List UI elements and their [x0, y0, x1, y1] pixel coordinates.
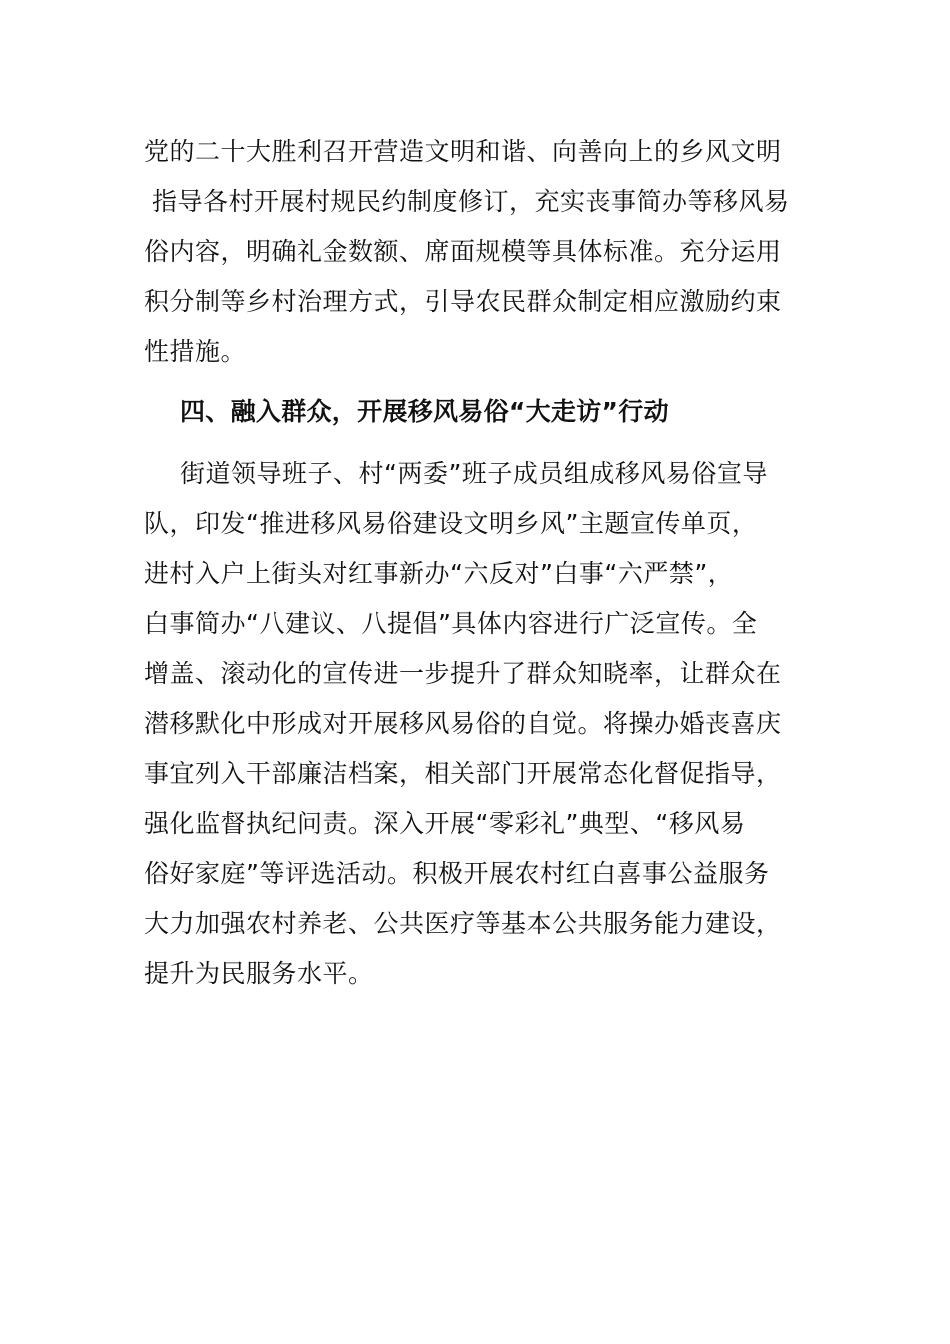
paragraph-2-line-7: 事宜列入干部廉洁档案，相关部门开展常态化督促指导，: [144, 759, 782, 788]
paragraph-2-line-11: 提升为民服务水平。: [144, 959, 374, 988]
paragraph-2-line-6: 潜移默化中形成对开展移风易俗的自觉。将操办婚丧喜庆: [144, 709, 782, 738]
paragraph-2-line-10: 大力加强农村养老、公共医疗等基本公共服务能力建设，: [144, 909, 782, 938]
paragraph-1-line-1: 党的二十大胜利召开营造文明和谐、向善向上的乡风文明: [144, 137, 782, 166]
section-heading-4: 四、融入群众，开展移风易俗“大走访”行动: [180, 397, 669, 426]
paragraph-2-line-2: 队，印发“推进移风易俗建设文明乡风”主题宣传单页，: [144, 509, 758, 538]
paragraph-2-line-8: 强化监督执纪问责。深入开展“零彩礼”典型、“移风易: [144, 809, 746, 838]
paragraph-1-line-4: 积分制等乡村治理方式，引导农民群众制定相应激励约束: [144, 287, 782, 316]
paragraph-2-line-3: 进村入户上街头对红事新办“六反对”白事“六严禁”，: [144, 559, 734, 588]
paragraph-1-line-5: 性措施。: [144, 337, 247, 366]
paragraph-2-line-1: 街道领导班子、村“两委”班子成员组成移风易俗宣导: [180, 459, 768, 488]
paragraph-2-line-9: 俗好家庭”等评选活动。积极开展农村红白喜事公益服务: [144, 859, 770, 888]
paragraph-2-line-4: 白事简办“八建议、八提倡”具体内容进行广泛宣传。全: [144, 609, 758, 638]
paragraph-1-line-2: 指导各村开展村规民约制度修订，充实丧事简办等移风易: [152, 187, 790, 216]
paragraph-2-line-5: 增盖、滚动化的宣传进一步提升了群众知晓率，让群众在: [144, 659, 782, 688]
paragraph-1-line-3: 俗内容，明确礼金数额、席面规模等具体标准。充分运用: [144, 237, 782, 266]
